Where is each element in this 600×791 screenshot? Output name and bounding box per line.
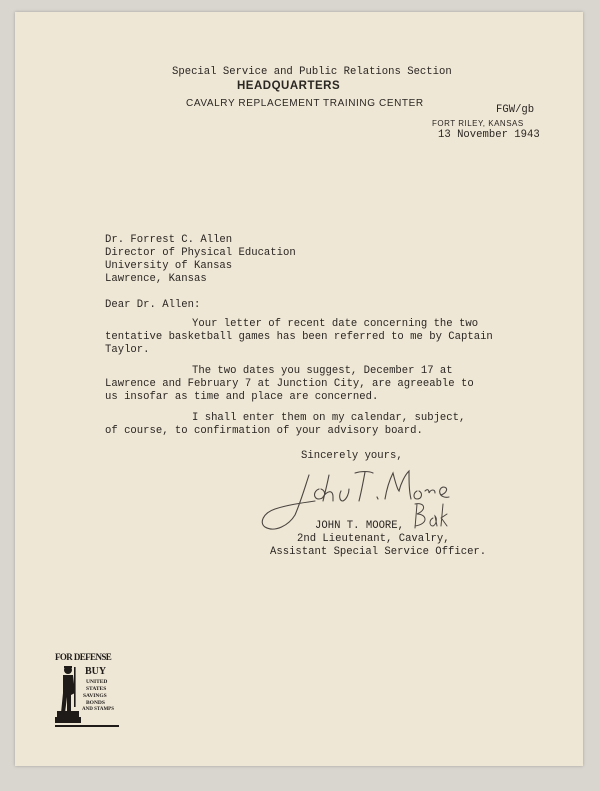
body-line: us insofar as time and place are concerned. (105, 391, 379, 403)
letterhead-section: Special Service and Public Relations Section (172, 66, 452, 78)
closing: Sincerely yours, (301, 450, 403, 462)
stamp-line: BONDS (86, 700, 105, 706)
minuteman-icon (55, 663, 81, 725)
body-line: of course, to confirmation of your advisory board. (105, 425, 423, 437)
signer-title: Assistant Special Service Officer. (270, 546, 487, 558)
signer-name: JOHN T. MOORE, (315, 520, 405, 532)
letter-date: 13 November 1943 (438, 129, 540, 141)
stamp-line: SAVINGS (83, 693, 107, 699)
letterhead-center: CAVALRY REPLACEMENT TRAINING CENTER (186, 98, 424, 109)
defense-bonds-stamp (55, 652, 121, 738)
stamp-line: AND STAMPS (82, 707, 114, 712)
body-line: Taylor. (105, 344, 150, 356)
body-line: Your letter of recent date concerning the two (192, 318, 479, 330)
body-line: tentative basketball games has been referred to me by Captain (105, 331, 493, 343)
initials-handwriting (411, 500, 451, 536)
letter-page (15, 12, 583, 766)
salutation: Dear Dr. Allen: (105, 299, 201, 311)
recipient-line: Director of Physical Education (105, 247, 296, 259)
body-line: Lawrence and February 7 at Junction City, are agreeable to (105, 378, 474, 390)
stamp-line: UNITED (86, 679, 108, 685)
stamp-heading: FOR DEFENSE (55, 652, 112, 662)
stamp-line: STATES (86, 686, 107, 692)
body-line: I shall enter them on my calendar, subject, (192, 412, 466, 424)
reference-code: FGW/gb (496, 104, 535, 116)
recipient-line: University of Kansas (105, 260, 233, 272)
signer-rank: 2nd Lieutenant, Cavalry, (297, 533, 450, 545)
stamp-rule (55, 725, 119, 727)
recipient-line: Dr. Forrest C. Allen (105, 234, 233, 246)
recipient-line: Lawrence, Kansas (105, 273, 207, 285)
stamp-buy: BUY (85, 666, 107, 677)
letterhead-location: FORT RILEY, KANSAS (432, 119, 524, 128)
letterhead-headquarters: HEADQUARTERS (237, 80, 341, 92)
body-line: The two dates you suggest, December 17 at (192, 365, 453, 377)
